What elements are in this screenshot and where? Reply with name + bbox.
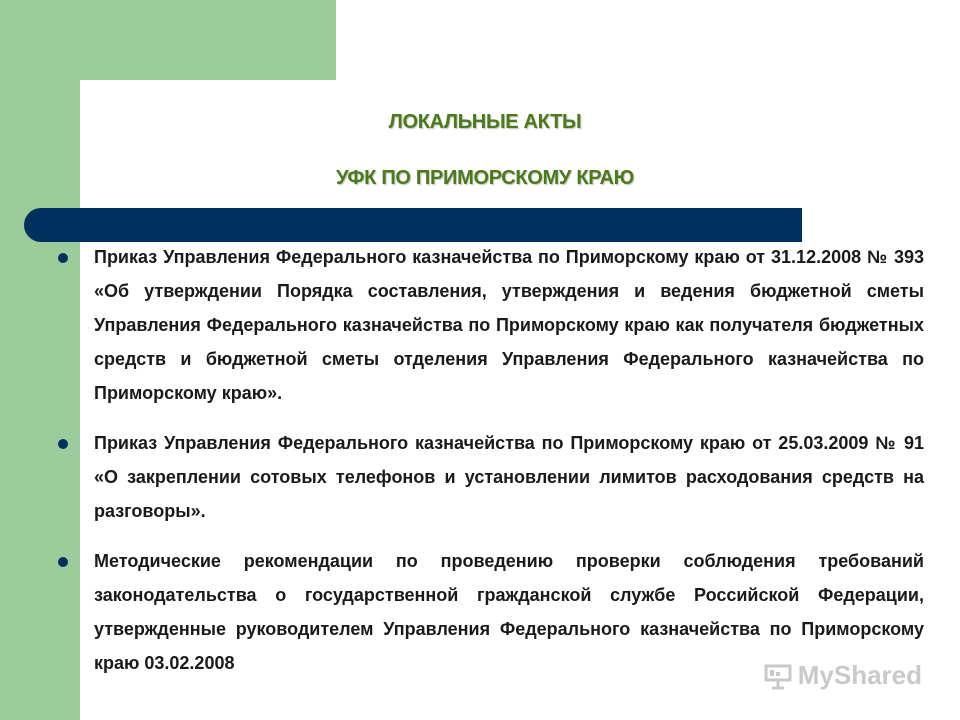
presentation-board-icon bbox=[764, 662, 792, 690]
list-item-text: Методические рекомендации по проведению проверки соблюдения требований законодательства о государственной гражданской службе Российской Федерации, утвержденные руководителем Управления Федерального казначейства по Приморскому краю 03.02.2008 bbox=[94, 551, 924, 673]
bullet-list bbox=[56, 240, 924, 696]
watermark bbox=[764, 660, 922, 691]
list-item-text: Приказ Управления Федерального казначейства по Приморскому краю от 31.12.2008 № 393 «Об утверждении Порядка составления, утверждения и ведения бюджетной сметы Управления Федерального казначейства по Приморскому краю как получателя бюджетных средств и бюджетной сметы отделения Управления Федерального казначейства по Приморскому краю». bbox=[94, 247, 924, 403]
list-item bbox=[56, 426, 924, 528]
list-item bbox=[56, 240, 924, 410]
title-line-1: ЛОКАЛЬНЫЕ АКТЫ bbox=[388, 111, 582, 133]
bullet-icon bbox=[58, 439, 68, 449]
slide-title bbox=[80, 108, 890, 220]
watermark-text: MyShared bbox=[797, 660, 922, 690]
list-item-text: Приказ Управления Федерального казначейства по Приморскому краю от 25.03.2009 № 91 «О закреплении сотовых телефонов и установлении лимитов расходования средств на разговоры». bbox=[94, 433, 924, 521]
title-line-2: УФК ПО ПРИМОРСКОМУ КРАЮ bbox=[336, 167, 634, 189]
title-divider-bar bbox=[24, 208, 802, 242]
top-decor-band bbox=[0, 0, 336, 80]
bullet-icon bbox=[58, 557, 68, 567]
bullet-icon bbox=[58, 253, 68, 263]
